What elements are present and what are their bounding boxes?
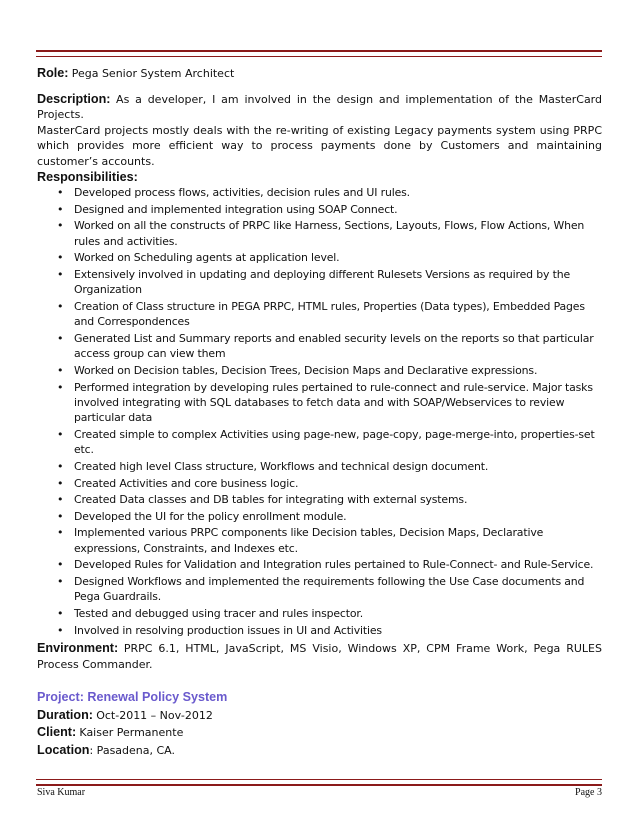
client-value: Kaiser Permanente [79,726,184,740]
responsibilities-heading: Responsibilities: [37,169,138,184]
bullet-icon: • [57,186,64,200]
responsibility-item [37,557,602,572]
responsibility-text: Designed Workflows and implemented the requirements following the Use Case documents and Pega Guardrails. [74,574,585,604]
responsibility-text: Generated List and Summary reports and enabled security levels on the reports so that particular access group can view them [74,331,594,361]
responsibility-text: Worked on all the constructs of PRPC like Harness, Sections, Layouts, Flows, Flow Actions, When rules and activities. [74,219,585,248]
responsibility-item [37,574,602,605]
responsibility-item [37,299,602,330]
responsibility-text: Created Activities and core business logic. [74,476,299,490]
duration-line [37,708,602,724]
responsibility-item [37,459,602,474]
bullet-icon: • [57,509,64,523]
responsibility-text: Designed and implemented integration using SOAP Connect. [74,202,398,216]
description-text-2: MasterCard projects mostly deals with the re-writing of existing Legacy payments system using PRPC which provides more efficient way to process payments done by Customers and maintaining customer’s accounts. [37,123,602,168]
bullet-icon: • [57,251,64,265]
duration-value: Oct-2011 – Nov-2012 [96,708,213,722]
description-paragraph [37,92,602,123]
bullet-icon: • [57,493,64,507]
role-value: Pega Senior System Architect [71,67,235,80]
responsibility-text: Developed process flows, activities, decision rules and UI rules. [74,186,410,200]
role-line [37,66,602,82]
client-line [37,725,602,741]
bullet-icon: • [57,606,64,620]
responsibility-text: Involved in resolving production issues in UI and Activities [74,623,382,637]
responsibility-text: Worked on Scheduling agents at application level. [74,251,340,265]
description-label: Description: [37,91,111,106]
responsibility-item [37,250,602,265]
environment-label: Environment: [37,641,119,656]
responsibility-item [37,492,602,507]
responsibility-item [37,331,602,362]
bullet-icon: • [57,380,64,394]
environment-value: PRPC 6.1, HTML, JavaScript, MS Visio, Windows XP, CPM Frame Work, Pega RULES Process Commander. [37,642,602,671]
footer-author: Siva Kumar [37,787,86,798]
location-value: : Pasadena, CA. [89,744,176,758]
environment-paragraph [37,641,602,672]
responsibility-item [37,623,602,638]
description-text-1: As a developer, I am involved in the design and implementation of the MasterCard Projects. [37,92,602,122]
responsibility-text: Tested and debugged using tracer and rules inspector. [74,606,364,620]
responsibility-text: Developed Rules for Validation and Integration rules pertained to Rule-Connect- and Rule-Service. [74,558,594,572]
location-label: Location [37,743,90,758]
responsibility-item [37,509,602,524]
bullet-icon: • [57,623,64,637]
responsibility-item [37,427,602,458]
bullet-icon: • [57,526,64,540]
role-label: Role: [37,66,69,80]
responsibility-text: Worked on Decision tables, Decision Trees, Decision Maps and Declarative expressions. [74,363,538,377]
header-rule [36,50,602,57]
responsibility-item [37,202,602,217]
bullet-icon: • [57,476,64,490]
bullet-icon: • [57,219,64,233]
bullet-icon: • [57,558,64,572]
bullet-icon: • [57,331,64,345]
responsibility-item [37,363,602,378]
bullet-icon: • [57,363,64,377]
bullet-icon: • [57,267,64,281]
responsibility-item [37,267,602,298]
responsibility-item [37,185,602,200]
bullet-icon: • [57,427,64,441]
responsibility-item [37,218,602,249]
responsibility-item [37,476,602,491]
bullet-icon: • [57,574,64,588]
location-line [37,743,602,759]
responsibility-text: Created high level Class structure, Workflows and technical design document. [74,459,489,473]
responsibility-text: Created simple to complex Activities using page-new, page-copy, page-merge-into, properties-set etc. [74,427,595,457]
footer-rule [36,779,602,786]
responsibility-text: Extensively involved in updating and deploying different Rulesets Versions as required by the Organization [74,267,571,297]
responsibility-text: Implemented various PRPC components like Decision tables, Decision Maps, Declarative expressions, Constraints, and Indexes etc. [74,526,544,555]
responsibility-text: Created Data classes and DB tables for integrating with external systems. [74,493,468,507]
responsibility-item [37,606,602,621]
bullet-icon: • [57,459,64,473]
responsibility-text: Creation of Class structure in PEGA PRPC, HTML rules, Properties (Data types), Embedded Pages and Correspondences [74,299,585,329]
responsibilities-list [37,185,602,638]
footer-page-number: Page 3 [575,787,602,798]
responsibility-text: Performed integration by developing rules pertained to rule-connect and rule-service. Major tasks involved integrating with SQL databases to fetch data and with SOAP/Webservices to review particular data [74,380,593,425]
bullet-icon: • [57,202,64,216]
client-label: Client: [37,725,77,740]
responsibility-item [37,525,602,556]
duration-label: Duration: [37,707,93,722]
resume-page-content [37,66,602,759]
responsibility-item [37,380,602,426]
bullet-icon: • [57,299,64,313]
project-title: Project: Renewal Policy System [37,690,228,705]
responsibility-text: Developed the UI for the policy enrollment module. [74,509,347,523]
